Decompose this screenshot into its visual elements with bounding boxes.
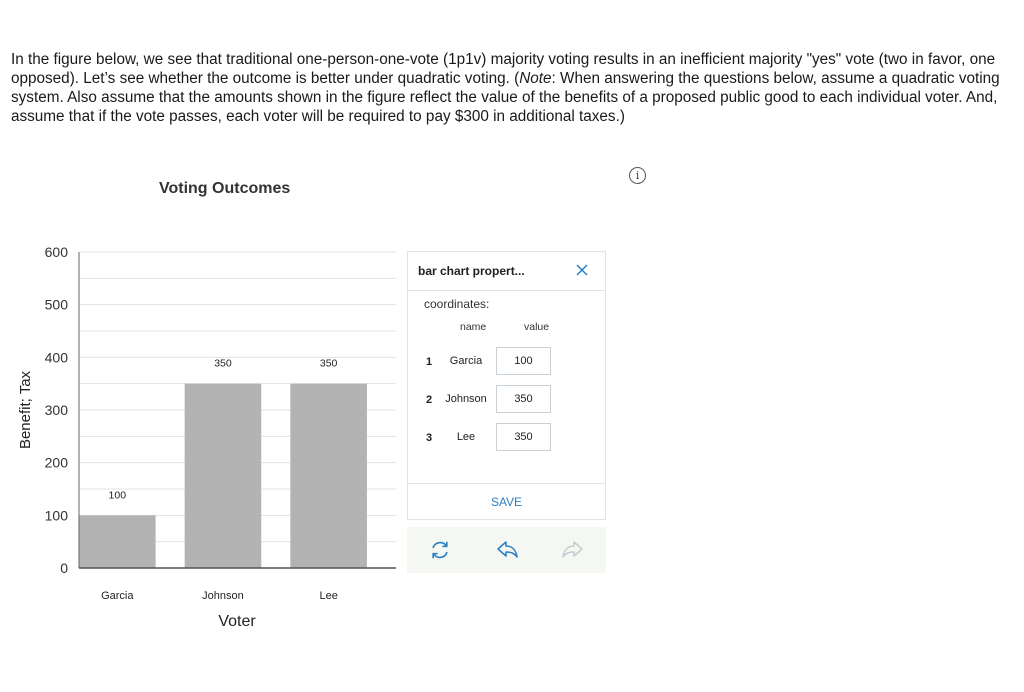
value-input[interactable]	[496, 423, 551, 451]
x-tick-label: Johnson	[202, 590, 244, 602]
value-input[interactable]	[496, 385, 551, 413]
data-label: 350	[319, 357, 338, 370]
chart-bars	[79, 384, 367, 568]
info-icon[interactable]: i	[629, 167, 646, 184]
y-tick-label: 300	[44, 402, 68, 418]
row-index: 1	[426, 356, 433, 368]
bar-chart-properties-panel	[407, 251, 606, 520]
bar-chart	[0, 230, 400, 640]
y-tick-label: 600	[44, 244, 68, 260]
panel-footer	[408, 483, 605, 520]
undo-icon[interactable]	[495, 538, 519, 562]
y-tick-labels	[45, 244, 69, 576]
panel-title: bar chart propert...	[418, 264, 525, 278]
chart-title: Voting Outcomes	[159, 180, 291, 197]
x-tick-label: Lee	[319, 590, 338, 602]
coordinates-label: coordinates:	[424, 297, 490, 311]
y-tick-label: 0	[60, 560, 68, 576]
data-label: 350	[214, 357, 232, 370]
row-index: 3	[426, 432, 433, 444]
x-tick-labels	[101, 590, 338, 602]
bar-lee[interactable]	[290, 384, 367, 568]
y-tick-label: 200	[44, 454, 68, 471]
bar-johnson[interactable]	[185, 384, 262, 568]
x-axis-label: Voter	[218, 613, 256, 630]
y-axis-label: Benefit; Tax	[17, 370, 34, 450]
chart-toolbar	[407, 527, 606, 573]
coordinate-row	[408, 347, 605, 377]
row-name: Lee	[456, 431, 476, 443]
close-icon[interactable]	[573, 261, 591, 279]
column-header-value: value	[524, 321, 550, 333]
data-label: 100	[108, 489, 127, 502]
y-tick-label: 500	[44, 296, 68, 313]
save-button[interactable]: SAVE	[408, 484, 605, 520]
coordinate-row	[408, 385, 605, 415]
column-header-name: name	[460, 321, 487, 333]
note-label: Note	[519, 70, 552, 87]
row-name: Garcia	[449, 355, 483, 367]
x-tick-label: Garcia	[101, 590, 134, 602]
row-index: 2	[426, 394, 433, 406]
refresh-icon[interactable]	[428, 538, 452, 562]
y-tick-label: 100	[44, 507, 68, 524]
redo-icon[interactable]	[561, 538, 585, 562]
question-text: In the figure below, we see that traditional one-person-one-vote (1p1v) majority voting results in an inefficient majority "yes" vote (two in favor, one opposed). Let’s see whether the outcome is better under quadratic voting. (Note: When answering the questions below, assume a quadratic voting system. Also assume that the amounts shown in the figure reflect the value of the benefits of a proposed public good to each individual voter. And, assume that if the vote passes, each voter will be required to pay $300 in additional taxes.)	[11, 51, 1000, 125]
panel-header	[408, 252, 605, 291]
coordinate-row	[408, 423, 605, 453]
value-input[interactable]	[496, 347, 551, 375]
y-tick-label: 400	[44, 349, 68, 366]
bar-garcia[interactable]	[79, 515, 156, 568]
row-name: Johnson	[445, 393, 487, 405]
